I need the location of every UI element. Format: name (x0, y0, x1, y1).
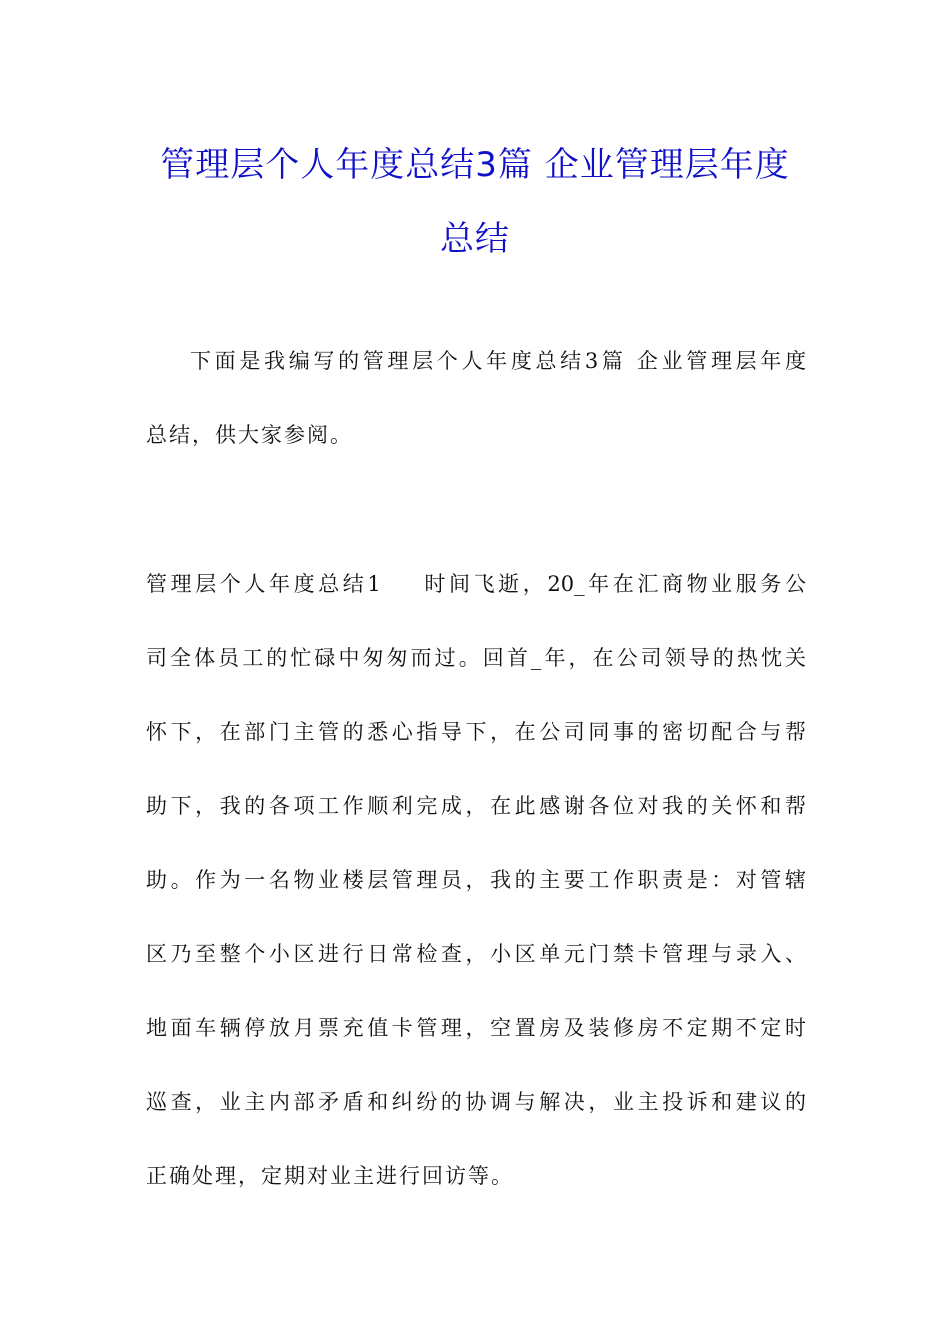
section1-line-6: 区乃至整个小区进行日常检查，小区单元门禁卡管理与录入、 (146, 942, 806, 966)
title-line-2: 总结 (440, 219, 510, 259)
title-line-1: 管理层个人年度总结3篇 企业管理层年度 (160, 145, 790, 185)
section1-line-7: 地面车辆停放月票充值卡管理，空置房及装修房不定期不定时 (146, 1016, 806, 1040)
section1-line-2: 司全体员工的忙碌中匆匆而过。回首_年，在公司领导的热忱关 (146, 646, 806, 670)
section1-line-4: 助下，我的各项工作顺利完成，在此感谢各位对我的关怀和帮 (146, 794, 806, 818)
section1-line-8: 巡查，业主内部矛盾和纠纷的协调与解决，业主投诉和建议的 (146, 1090, 806, 1114)
section1-heading: 管理层个人年度总结1 (146, 572, 381, 596)
section1-line-9: 正确处理，定期对业主进行回访等。 (146, 1164, 514, 1188)
intro-line-1: 下面是我编写的管理层个人年度总结3篇 企业管理层年度 (190, 349, 806, 373)
intro-line-2: 总结，供大家参阅。 (146, 423, 353, 447)
section1-line-3: 怀下，在部门主管的悉心指导下，在公司同事的密切配合与帮 (146, 720, 806, 744)
section1-line-1: 时间飞逝，20_年在汇商物业服务公 (420, 572, 806, 596)
section1-first-line (146, 569, 806, 599)
section1-line-5: 助。作为一名物业楼层管理员，我的主要工作职责是：对管辖 (146, 868, 806, 892)
document-title (120, 128, 830, 276)
